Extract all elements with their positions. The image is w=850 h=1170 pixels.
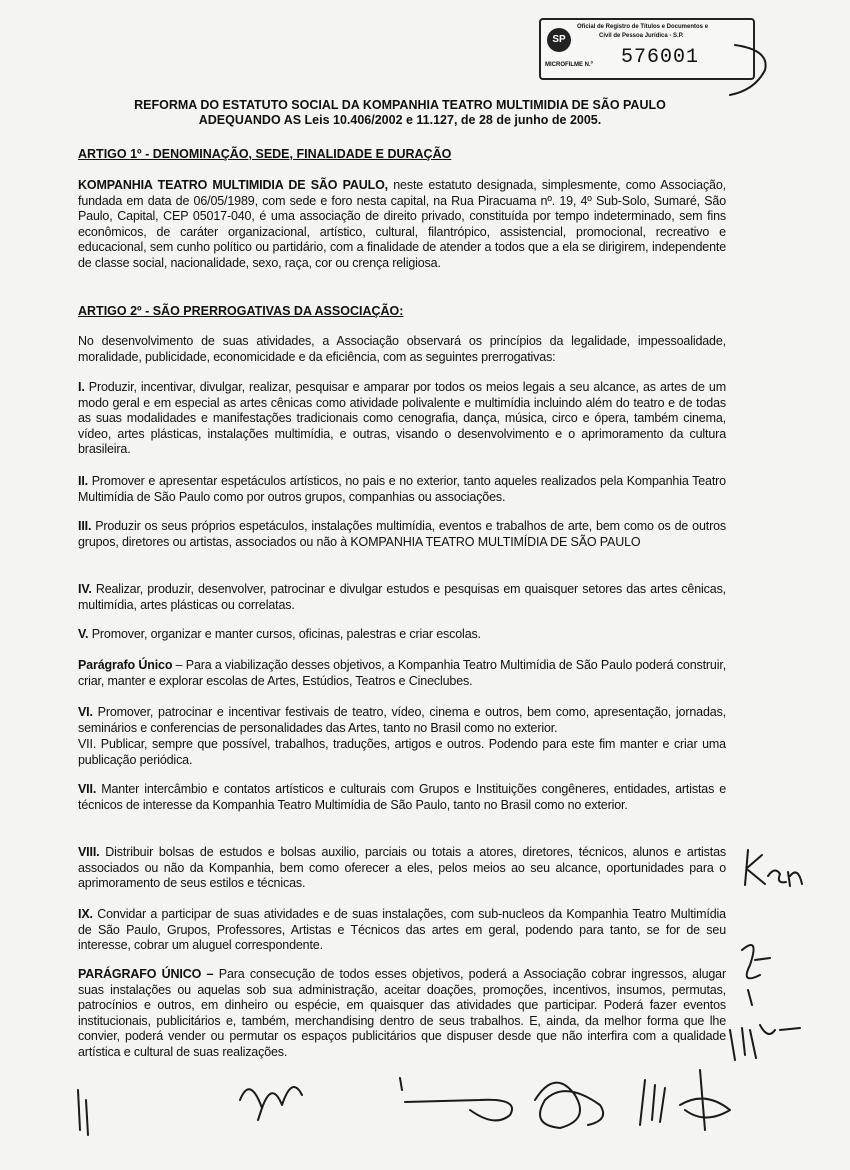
artigo-2-heading: ARTIGO 2º - SÃO PRERROGATIVAS DA ASSOCIAÇÃO: bbox=[78, 304, 404, 318]
item-v-text: Promover, organizar e manter cursos, oficinas, palestras e criar escolas. bbox=[88, 627, 481, 641]
org-name: KOMPANHIA TEATRO MULTIMIDIA DE SÃO PAULO, bbox=[78, 178, 388, 192]
item-i-label: I. bbox=[78, 380, 85, 394]
item-vii-a: VII. Publicar, sempre que possível, trabalhos, traduções, artigos e outros. Podendo para este fim manter e criar uma publicação periódica. bbox=[78, 737, 726, 767]
stamp-office-line1: Oficial de Registro de Títulos e Documentos e bbox=[577, 24, 709, 30]
initials-margin-2-icon bbox=[742, 945, 770, 1005]
title-line-2: ADEQUANDO AS Leis 10.406/2002 e 11.127, de 28 de junho de 2005. bbox=[198, 113, 602, 127]
paragrafo-unico-1-label: Parágrafo Único bbox=[78, 658, 173, 672]
signature-1-icon bbox=[240, 1087, 302, 1120]
paragrafo-unico-1-text: – Para a viabilização desses objetivos, a Kompanhia Teatro Multimídia de São Paulo poderá construir, criar, manter e explorar escolas de Artes, Estúdios, Teatros e Cineclubes. bbox=[78, 658, 727, 688]
signature-3-icon bbox=[535, 1083, 603, 1128]
stamp-microfilm-number: 576001 bbox=[621, 46, 700, 69]
item-ii-label: II. bbox=[78, 474, 88, 488]
initials-ken-icon bbox=[745, 850, 802, 886]
initials-margin-3-icon bbox=[730, 1025, 800, 1060]
item-iv-label: IV. bbox=[78, 582, 92, 596]
margin-mark-left-icon bbox=[78, 1090, 88, 1135]
artigo-1-text: neste estatuto designada, simplesmente, como Associação, fundada em data de 06/05/1989, com sede e foro nesta capital, na Rua Piracuama nº. 19, 4º Sub-Solo, Sumaré, São Paulo, Capital, CEP 05017-040, é uma associação de direito privado, constituída por tempo indeterminado, sem fins econômicos, de caráter organizacional, artístico, cultural, filantrópico, assistencial, promocional, recreativo e educacional, sem cunho político ou partidário, com a finalidade de atender a todos que a ela se dirigirem, independente de classe social, nacionalidade, sexo, raça, cor ou crença religiosa. bbox=[78, 178, 726, 270]
item-v-label: V. bbox=[78, 627, 89, 641]
item-vii-b-label: VII. bbox=[78, 782, 97, 796]
item-viii-label: VIII. bbox=[78, 845, 100, 859]
registry-logo-icon: SP bbox=[547, 28, 571, 52]
item-ix-label: IX. bbox=[78, 907, 93, 921]
paragrafo-unico-2-text: Para consecução de todos esses objetivos, poderá a Associação cobrar ingressos, alugar suas instalações ou aquelas sob sua administração, aceitar doações, promoções, incentivos, insumos, permutas, patrocínios e outros, em dinheiro ou espécie, em quaisquer das atividades que participar. Poderá fazer eventos institucionais, publicitários e, também, merchandising dentro de seus trabalhos. E, ainda, da melhor forma que lhe convier, poderá vender ou permutar os espaços publicitários que dispuser desde que não interfira com a qualidade artística e cultural de suas realizações. bbox=[78, 967, 726, 1059]
signature-2-icon bbox=[400, 1078, 512, 1120]
item-vii-b-text: Manter intercâmbio e contatos artísticos e culturais com Grupos e Instituições congêneres, entidades, artistas e técnicos de interesse da Kompanhia Teatro Multimídia de São Paulo, tanto no Brasil como no exterior. bbox=[78, 782, 726, 812]
item-iii-text: Produzir os seus próprios espetáculos, instalações multimídia, eventos e trabalhos de arte, bem como os de outros grupos, diretores ou artistas, associados ou não à KOMPANHIA TEATRO MULTIMÍDIA DE SÃO PAULO bbox=[78, 519, 726, 549]
stamp-corner-signature-icon bbox=[730, 45, 766, 95]
signature-4-icon bbox=[640, 1070, 730, 1130]
item-ix-text: Convidar a participar de suas atividades e de suas instalações, com sub-nucleos da Kompanhia Teatro Multimídia de São Paulo, Grupos, Professores, Artistas e Técnicos das artes em geral, podendo para tanto, se for de seu interesse, cobrar um aluguel correspondente. bbox=[78, 907, 726, 953]
item-vi-text: Promover, patrocinar e incentivar festivais de teatro, vídeo, cinema e outros, bem como, apresentação, jornadas, seminários e conferencias de personalidades das Artes, tanto no Brasil como no exterior. bbox=[78, 705, 726, 735]
item-vi-label: VI. bbox=[78, 705, 93, 719]
item-iv-text: Realizar, produzir, desenvolver, patrocinar e divulgar estudos e pesquisas em quaisquer setores das artes cênicas, multimídia, artes plásticas ou correlatas. bbox=[78, 582, 726, 612]
stamp-microfilm-label: MICROFILME N.º bbox=[545, 62, 593, 68]
item-i-text: Produzir, incentivar, divulgar, realizar, pesquisar e amparar por todos os meios legais a seu alcance, as artes de um modo geral e em especial as artes cênicas como atividade polivalente e multimídia incluindo além do teatro e de todas as suas modalidades e manifestações tradicionais como cenografia, dança, música, circo e ópera, também cinema, vídeo, artes plásticas, instalações multimídia, e outras, visando o desenvolvimento e o aprimoramento da cultura brasileira. bbox=[78, 380, 726, 457]
item-iii-label: III. bbox=[78, 519, 92, 533]
artigo-1-heading: ARTIGO 1º - DENOMINAÇÃO, SEDE, FINALIDADE E DURAÇÃO bbox=[78, 147, 452, 161]
artigo-2-intro: No desenvolvimento de suas atividades, a Associação observará os princípios da legalidade, impessoalidade, moralidade, publicidade, economicidade e da eficiência, com as seguintes prerrogativas: bbox=[78, 334, 726, 364]
paragrafo-unico-2-label: PARÁGRAFO ÚNICO – bbox=[78, 967, 214, 981]
stamp-office-line2: Civil de Pessoa Jurídica - S.P. bbox=[599, 33, 684, 39]
title-line-1: REFORMA DO ESTATUTO SOCIAL DA KOMPANHIA TEATRO MULTIMIDIA DE SÃO PAULO bbox=[134, 98, 666, 112]
item-viii-text: Distribuir bolsas de estudos e bolsas auxilio, parciais ou totais a atores, diretores, técnicos, alunos e artistas associados ou não da Kompanhia, bem como oferecer a eles, pelos meios ao seu alcance, oportunidades para o aprimoramento de seus estilos e técnicas. bbox=[78, 845, 726, 891]
item-ii-text: Promover e apresentar espetáculos artísticos, no pais e no exterior, tanto aqueles realizados pela Kompanhia Teatro Multimídia de São Paulo como por outros grupos, companhias ou associações. bbox=[78, 474, 726, 504]
